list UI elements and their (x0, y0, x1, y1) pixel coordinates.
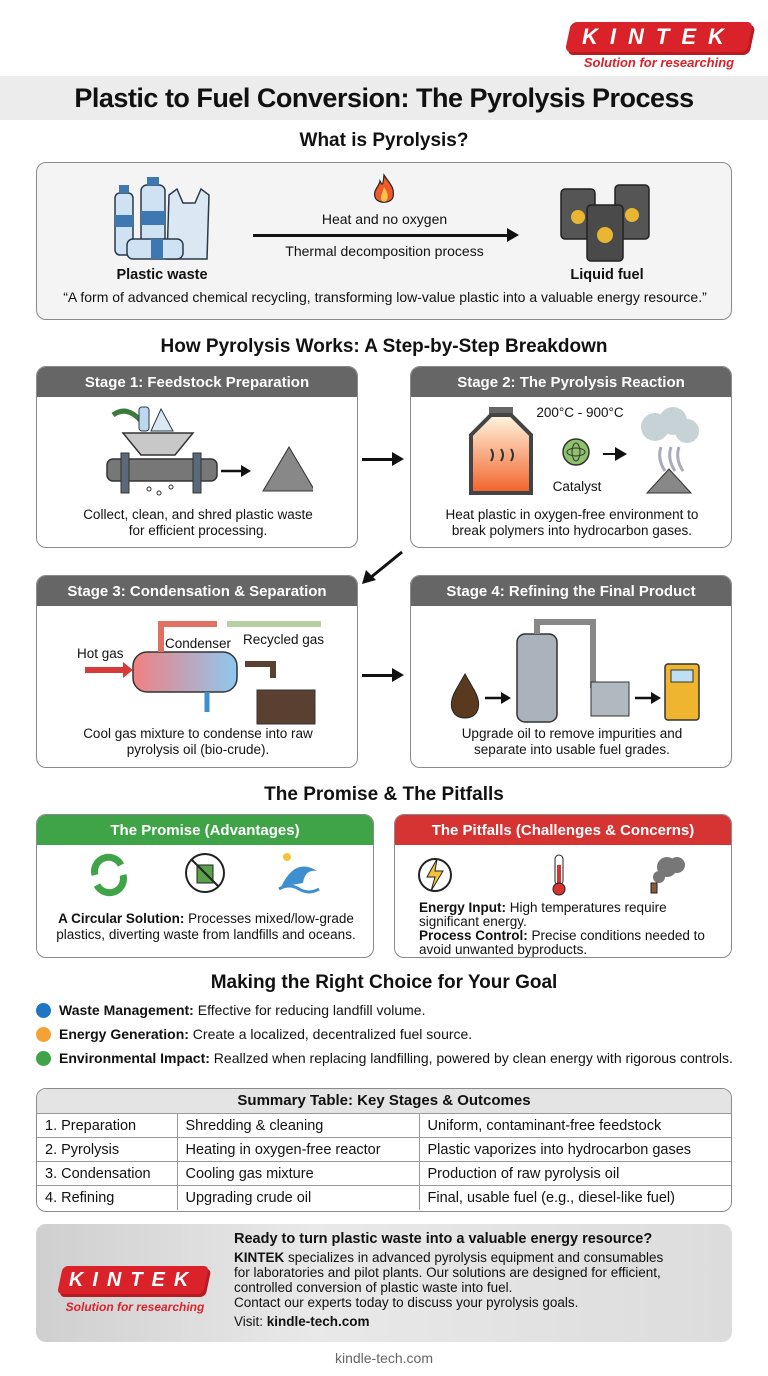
choice-item-energy: Energy Generation: Create a localized, decentralized fuel source. (36, 1026, 472, 1042)
stage-2-desc: Heat plastic in oxygen-free environment to break polymers into hydrocarbon gases. (445, 507, 699, 538)
catalyst-label: Catalyst (552, 479, 602, 494)
promise-title: The Promise (Advantages) (37, 815, 373, 845)
temperature-range: 200°C - 900°C (536, 405, 624, 420)
table-row: 1. Preparation Shredding & cleaning Uniform, contaminant-free feedstock (37, 1114, 731, 1138)
what-is-panel (36, 162, 732, 320)
what-is-heading: What is Pyrolysis? (299, 130, 469, 151)
definition-quote: “A form of advanced chemical recycling, transforming low-value plastic into a valuable energy resource.” (63, 289, 707, 305)
flow-arrow-3-4 (362, 674, 400, 677)
arrow-bottom-text: Thermal decomposition process (285, 243, 484, 259)
pitfalls-title: The Pitfalls (Challenges & Concerns) (395, 815, 731, 845)
title-band (0, 76, 768, 120)
promise-desc: A Circular Solution: Processes mixed/low-grade plastics, diverting waste from landfills and oceans. (56, 911, 356, 942)
flow-arrow-1-2 (362, 458, 400, 461)
stage-1-desc: Collect, clean, and shred plastic waste for efficient processing. (83, 507, 313, 538)
refining-icon (441, 614, 711, 726)
condenser-label: Condenser (165, 636, 232, 651)
shredder-icon (93, 403, 313, 499)
no-landfill-icon (183, 851, 227, 895)
choice-heading: Making the Right Choice for Your Goal (210, 972, 558, 993)
stage-4-desc: Upgrade oil to remove impurities and separate into usable fuel grades. (461, 726, 683, 757)
kintek-logo: KINTEK (565, 22, 753, 52)
stage-3-card (36, 575, 358, 768)
table-row: 2. Pyrolysis Heating in oxygen-free reactor Plastic vaporizes into hydrocarbon gases (37, 1138, 731, 1162)
flame-icon (371, 173, 397, 207)
cta-logo-tagline: Solution for researching (65, 1300, 205, 1314)
thermometer-icon (547, 853, 571, 897)
promise-pitfalls-heading: The Promise & The Pitfalls (264, 784, 504, 805)
process-arrow (253, 234, 515, 237)
pitfall-process-control: Process Control: Precise conditions needed to avoid unwanted byproducts. (419, 928, 705, 957)
stage-2-card (410, 366, 732, 548)
stage-3-desc: Cool gas mixture to condense into raw pyrolysis oil (bio-crude). (83, 726, 313, 757)
plastic-bottles-icon (107, 175, 217, 263)
pitfalls-card (394, 814, 732, 958)
table-row: 4. Refining Upgrading crude oil Final, usable fuel (e.g., diesel-like fuel) (37, 1186, 731, 1210)
stage-1-card (36, 366, 358, 548)
stage-2-title: Stage 2: The Pyrolysis Reaction (411, 367, 731, 397)
how-it-works-heading: How Pyrolysis Works: A Step-by-Step Breakdown (160, 336, 608, 357)
summary-table-title: Summary Table: Key Stages & Outcomes (37, 1089, 731, 1113)
choice-item-waste: Waste Management: Effective for reducing landfill volume. (36, 1002, 425, 1018)
gas-cloud-icon (633, 407, 705, 497)
recycle-arrows-icon (87, 853, 131, 897)
liquid-fuel-label: Liquid fuel (570, 267, 644, 283)
catalyst-atom-icon (561, 437, 591, 467)
cta-text: Ready to turn plastic waste into a valuable energy resource? KINTEK specializes in advanced pyrolysis equipment and consumables for laboratories and pilot plants. Our solutions are designed for efficient, controlled conversion of plastic waste into fuel. Contact our experts today to discuss your pyrolysis goals. Visit: kindle-tech.com (234, 1232, 730, 1329)
cta-kintek-logo: KINTEK (57, 1266, 209, 1294)
summary-table (36, 1088, 732, 1212)
cta-visit-link[interactable]: kindle-tech.com (266, 1314, 370, 1329)
stage-1-title: Stage 1: Feedstock Preparation (37, 367, 357, 397)
cta-headline: Ready to turn plastic waste into a valuable energy resource? (234, 1231, 653, 1247)
hot-gas-label: Hot gas (77, 646, 124, 661)
plastic-waste-label: Plastic waste (116, 267, 208, 283)
green-dot-icon (36, 1051, 51, 1066)
smoke-emission-icon (643, 853, 687, 895)
recycled-gas-label: Recycled gas (243, 632, 325, 647)
table-row: 3. Condensation Cooling gas mixture Production of raw pyrolysis oil (37, 1162, 731, 1186)
reactor-icon (461, 405, 541, 501)
stage-3-title: Stage 3: Condensation & Separation (37, 576, 357, 606)
pitfall-energy-input: Energy Input: High temperatures require significant energy. (419, 900, 667, 929)
orange-dot-icon (36, 1027, 51, 1042)
blue-dot-icon (36, 1003, 51, 1018)
footer-url[interactable]: kindle-tech.com (334, 1350, 434, 1366)
arrow-top-text: Heat and no oxygen (321, 211, 448, 227)
summary-table-grid (37, 1113, 731, 1210)
lightning-energy-icon (417, 855, 453, 895)
stage-4-card (410, 575, 732, 768)
ocean-wave-icon (277, 849, 325, 897)
logo-tagline: Solution for researching (583, 55, 735, 70)
page-title: Plastic to Fuel Conversion: The Pyrolysis Process (74, 82, 694, 113)
choice-item-environment: Environmental Impact: Reallzed when replacing landfilling, powered by clean energy with rigorous controls. (36, 1050, 733, 1066)
stage-4-title: Stage 4: Refining the Final Product (411, 576, 731, 606)
cta-banner (36, 1224, 732, 1342)
pitfalls-list (419, 901, 719, 957)
oil-barrels-icon (557, 179, 657, 263)
flow-arrow-2-3 (358, 550, 406, 586)
reaction-arrow (603, 453, 623, 455)
promise-card (36, 814, 374, 958)
